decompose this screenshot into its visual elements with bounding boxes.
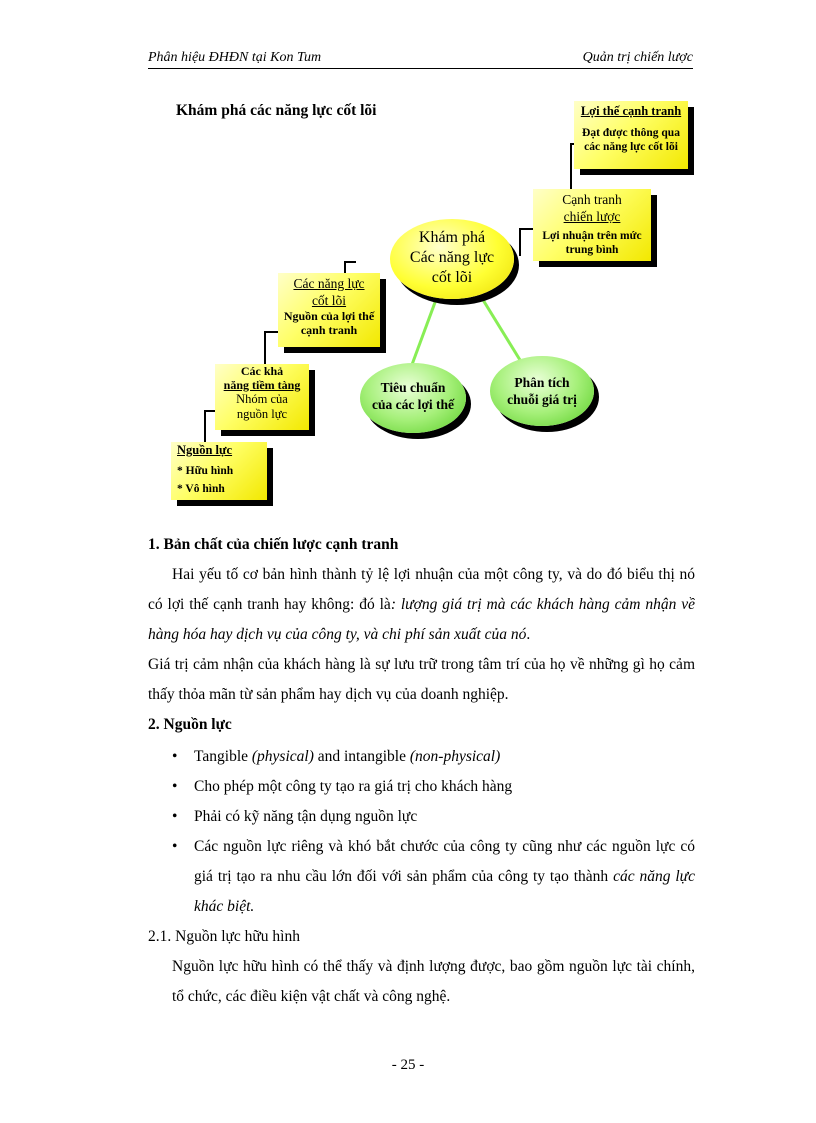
box-core-line2: cốt lõi [311,293,347,308]
circle-criteria-line1: Tiêu chuẩn [380,380,446,395]
subsection-para: Nguồn lực hữu hình có thể thấy và định lượng được, bao gồm nguồn lực tài chính, tổ chức, các điều kiện vật chất và công nghệ. [172,958,695,1005]
ellipse-discover-line1: Khám phá [418,229,486,246]
box-advantage-sub2: các năng lực cốt lõi [584,141,678,153]
header-right: Quản trị chiến lược [582,50,693,65]
header-left: Phân hiệu ĐHĐN tại Kon Tum [148,50,322,65]
section1-para2: Giá trị cảm nhận của khách hàng là sự lưu trữ trong tâm trí của họ về những gì họ cảm thấy thỏa mãn từ sản phẩm hay dịch vụ của doanh nghiệp. [148,656,695,703]
body-content [148,530,695,1012]
box-core-competencies [278,273,380,347]
bullet-dot: • [172,808,178,825]
box-competitive-advantage [574,101,688,169]
b2-text: Cho phép một công ty tạo ra giá trị cho khách hàng [194,778,513,795]
box-advantage-sub1: Đạt được thông qua [582,127,680,139]
box-strategy-line1: Cạnh tranh [562,192,622,207]
bullet-tangible [148,742,695,772]
box-advantage-title: Lợi thế cạnh tranh [580,104,682,118]
para1-plain: Hai yếu tố cơ bản hình thành tỷ lệ lợi nhuận của một công ty, và do đó biểu thị nó có lợi thế cạnh tranh hay không: đó là [148,566,695,613]
bullet-dot: • [172,838,178,855]
subsection-heading: 2.1. Nguồn lực hữu hình [148,928,300,945]
box-capability-sub2: nguồn lực [236,407,288,421]
b1-c: and intangible [313,748,410,765]
section1-heading: 1. Bản chất của chiến lược cạnh tranh [148,536,399,553]
box-resources-item1: * Hữu hình [177,465,234,477]
figure-title: Khám phá các năng lực cốt lõi [176,102,377,119]
bullet-skills [148,802,695,832]
page-number: - 25 - [391,1057,425,1073]
box-core-sub1: Nguồn của lợi thế [283,309,375,323]
section2-heading: 2. Nguồn lực [148,716,232,733]
b1-a: Tangible [194,748,252,765]
section1-para1 [148,560,695,650]
box-strategy-sub1: Lợi nhuận trên mức [542,230,642,242]
box-capability-sub1: Nhóm của [236,392,288,406]
b1-d: (non-physical) [409,748,501,765]
line-to-chain [480,295,520,360]
ellipse-discover-line2: Các năng lực [409,249,495,266]
para1-end: . [526,626,531,643]
page-header [148,50,693,69]
ellipse-discover-line3: cốt lõi [431,269,473,286]
ellipse-discover [390,219,514,299]
box-resources [171,442,267,500]
circle-criteria [360,363,466,433]
bullet-create-value [148,772,695,802]
b4-italic: các năng lực khác biệt. [194,868,695,915]
box-strategy-sub2: trung bình [565,244,619,256]
box-strategy-line2: chiến lược [563,209,621,224]
b1-b: (physical) [251,748,314,765]
para1-italic: : lượng giá trị mà các khách hàng cảm nhận về hàng hóa hay dịch vụ của công ty, và chi phí sản xuất của nó [148,596,695,643]
box-core-line1: Các năng lực [293,276,365,291]
line-to-criteria [410,297,437,370]
box-capability-line2: năng tiềm tàng [223,378,301,392]
b4-plain: Các nguồn lực riêng và khó bắt chước của công ty cũng như các nguồn lực có giá trị tạo ra nhu cầu lớn đối với sản phẩm của công ty tạo thành [194,838,695,885]
circle-chain-line1: Phân tích [514,375,570,390]
bullet-distinctive [148,832,695,922]
circle-criteria-line2: của các lợi thế [371,397,455,412]
b3-text: Phải có kỹ năng tận dụng nguồn lực [194,808,418,825]
box-capabilities [215,364,309,430]
box-capability-line1: Các khả [240,364,284,378]
circle-value-chain [490,356,594,426]
bullet-dot: • [172,778,178,795]
box-resources-title: Nguồn lực [177,443,233,457]
box-core-sub2: cạnh tranh [300,323,358,337]
box-strategic-competition [533,189,651,261]
circle-chain-line2: chuỗi giá trị [507,392,577,407]
box-resources-item2: * Vô hình [177,483,225,495]
bullet-dot: • [172,748,178,765]
